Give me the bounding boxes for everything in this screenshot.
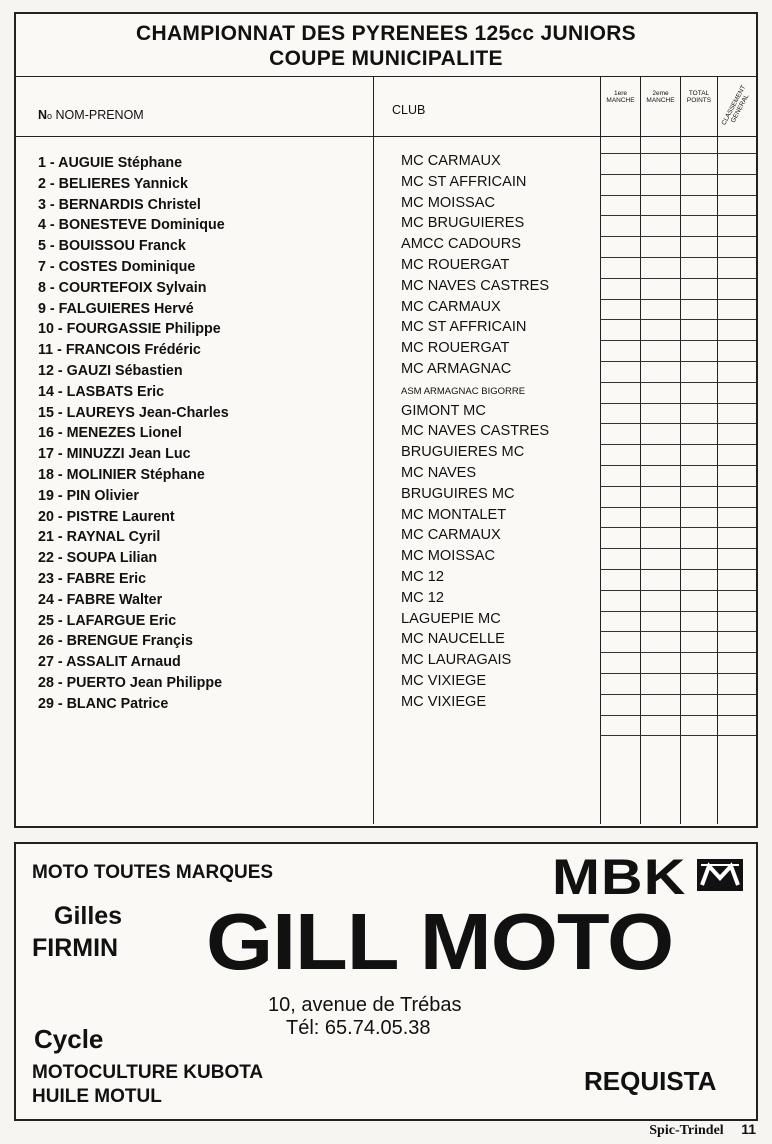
- rider-club: MC 12: [401, 569, 444, 585]
- rider-name: 20 - PISTRE Laurent: [38, 508, 175, 525]
- mbk-logo-icon: [696, 858, 744, 892]
- score-grid-line: [600, 423, 756, 424]
- title-divider: [16, 76, 756, 77]
- gill-moto-advertisement: [14, 842, 758, 1121]
- score-grid-line: [600, 465, 756, 466]
- manche2-column-divider: [640, 76, 641, 824]
- rider-club: MC 12: [401, 589, 444, 606]
- rider-club: MC VIXIEGE: [401, 693, 487, 710]
- score-grid-line: [600, 153, 756, 154]
- club-column-divider: [373, 76, 374, 824]
- rider-club: BRUGUIERES MC: [401, 444, 525, 461]
- score-grid-line: [600, 215, 756, 216]
- rider-name: 15 - LAUREYS Jean-Charles: [38, 404, 229, 421]
- rider-club: MC ROUERGAT: [401, 340, 510, 357]
- score-grid-line: [600, 715, 756, 716]
- header-number-name: [38, 108, 144, 122]
- manche1-column-divider: [600, 76, 601, 824]
- rider-name: 2 - BELIERES Yannick: [38, 175, 188, 192]
- rider-club: ASM ARMAGNAC BIGORRE: [401, 385, 526, 397]
- score-grid-line: [600, 631, 756, 632]
- rider-name: 9 - FALGUIERES Hervé: [38, 300, 194, 317]
- rider-name: 7 - COSTES Dominique: [38, 259, 196, 275]
- cup-title: COUPE MUNICIPALITE: [269, 47, 503, 70]
- header-manche1: 1ere MANCHE: [606, 90, 635, 104]
- rider-name: 27 - ASSALIT Arnaud: [38, 654, 181, 671]
- score-grid-line: [600, 174, 756, 175]
- rider-club: MC CARMAUX: [401, 298, 501, 315]
- ad-kubota: MOTOCULTURE KUBOTA: [32, 1062, 264, 1083]
- rider-club: BRUGUIRES MC: [401, 485, 515, 502]
- rider-club: LAGUEPIE MC: [401, 610, 501, 627]
- score-grid-line: [600, 382, 756, 383]
- rider-club: MC ST AFFRICAIN: [401, 319, 527, 336]
- rider-club: AMCC CADOURS: [401, 236, 521, 253]
- rider-name: 16 - MENEZES Lionel: [38, 425, 182, 442]
- rider-name: 1 - AUGUIE Stéphane: [38, 155, 183, 171]
- score-grid-line: [600, 444, 756, 445]
- ad-first-name: Gilles: [54, 902, 123, 930]
- header-club: CLUB: [392, 103, 426, 117]
- rider-club: MC MOISSAC: [401, 194, 496, 211]
- rider-club: MC MOISSAC: [401, 548, 496, 565]
- classement-column-divider: [717, 76, 718, 824]
- score-grid-line: [600, 319, 756, 320]
- championship-title: CHAMPIONNAT DES PYRENEES 125cc JUNIORS: [136, 22, 636, 45]
- score-grid-line: [600, 236, 756, 237]
- ad-phone: Tél: 65.74.05.38: [286, 1017, 431, 1039]
- rider-name: 23 - FABRE Eric: [38, 571, 147, 587]
- score-grid-line: [600, 195, 756, 196]
- rider-name: 3 - BERNARDIS Christel: [38, 196, 201, 213]
- rider-name: 22 - SOUPA Lilian: [38, 550, 158, 567]
- header-divider: [16, 136, 756, 137]
- ad-town: REQUISTA: [584, 1066, 717, 1096]
- ad-motul: HUILE MOTUL: [32, 1086, 162, 1107]
- ad-address: 10, avenue de Trébas: [268, 994, 462, 1016]
- rider-name: 4 - BONESTEVE Dominique: [38, 217, 225, 234]
- score-grid-line: [600, 652, 756, 653]
- rider-name: 26 - BRENGUE Françis: [38, 633, 193, 650]
- rider-name: 8 - COURTEFOIX Sylvain: [38, 279, 207, 296]
- rider-name: 10 - FOURGASSIE Philippe: [38, 321, 221, 338]
- score-grid-line: [600, 299, 756, 300]
- rider-club: MC CARMAUX: [401, 153, 501, 169]
- rider-club: MC NAUCELLE: [401, 631, 505, 648]
- score-grid-line: [600, 673, 756, 674]
- score-grid-line: [600, 694, 756, 695]
- page-footer: [649, 1121, 756, 1139]
- ad-shop-name: GILL MOTO: [206, 897, 674, 986]
- score-grid-line: [600, 507, 756, 508]
- score-grid-line: [600, 486, 756, 487]
- ad-brand: MBK: [552, 849, 687, 905]
- rider-name: 11 - FRANCOIS Frédéric: [38, 342, 201, 359]
- ad-cycle: Cycle: [34, 1024, 104, 1054]
- page-number: 11: [741, 1121, 756, 1137]
- score-grid-line: [600, 257, 756, 258]
- total-column-divider: [680, 76, 681, 824]
- score-grid-line: [600, 340, 756, 341]
- score-grid-line: [600, 527, 756, 528]
- results-table: [14, 12, 758, 828]
- rider-name: 28 - PUERTO Jean Philippe: [38, 675, 223, 691]
- rider-club: MC ARMAGNAC: [401, 361, 512, 377]
- rider-name: 5 - BOUISSOU Franck: [38, 238, 186, 255]
- rider-name: 24 - FABRE Walter: [38, 591, 163, 608]
- score-grid-line: [600, 611, 756, 612]
- header-classement: CLASSEMENT GENERAL: [720, 84, 751, 127]
- ad-last-name: FIRMIN: [32, 934, 119, 962]
- header-number-suffix: o: [47, 111, 53, 121]
- rider-name: 29 - BLANC Patrice: [38, 695, 169, 712]
- rider-name: 18 - MOLINIER Stéphane: [38, 467, 205, 483]
- rider-name: 19 - PIN Olivier: [38, 487, 139, 504]
- rider-club: MC NAVES CASTRES: [401, 277, 550, 294]
- rider-club: MC ROUERGAT: [401, 257, 510, 273]
- rider-name: 25 - LAFARGUE Eric: [38, 612, 177, 629]
- rider-club: MC LAURAGAIS: [401, 652, 512, 669]
- header-number: N: [38, 108, 48, 122]
- rider-club: MC ST AFFRICAIN: [401, 173, 527, 190]
- rider-club: MC BRUGUIERES: [401, 215, 525, 232]
- score-grid-line: [600, 278, 756, 279]
- rider-club: MC VIXIEGE: [401, 673, 487, 689]
- score-grid-line: [600, 403, 756, 404]
- score-grid-line: [600, 361, 756, 362]
- rider-name: 14 - LASBATS Eric: [38, 383, 165, 400]
- rider-club: MC MONTALET: [401, 506, 507, 523]
- rider-name: 12 - GAUZI Sébastien: [38, 363, 183, 379]
- rider-club: GIMONT MC: [401, 402, 486, 419]
- rider-club: MC NAVES CASTRES: [401, 423, 550, 440]
- rider-club: MC NAVES: [401, 465, 477, 481]
- rider-name: 21 - RAYNAL Cyril: [38, 529, 161, 546]
- rider-club: MC CARMAUX: [401, 527, 501, 544]
- rider-name: 17 - MINUZZI Jean Luc: [38, 446, 191, 463]
- score-grid-line: [600, 590, 756, 591]
- header-name: NOM-PRENOM: [55, 108, 144, 122]
- header-manche2: 2eme MANCHE: [646, 90, 675, 104]
- ad-tagline: MOTO TOUTES MARQUES: [32, 862, 274, 883]
- header-total: TOTAL POINTS: [686, 90, 712, 104]
- score-grid-line: [600, 548, 756, 549]
- footer-brand: Spic-Trindel: [649, 1123, 724, 1138]
- score-grid-line: [600, 735, 756, 736]
- score-grid-line: [600, 569, 756, 570]
